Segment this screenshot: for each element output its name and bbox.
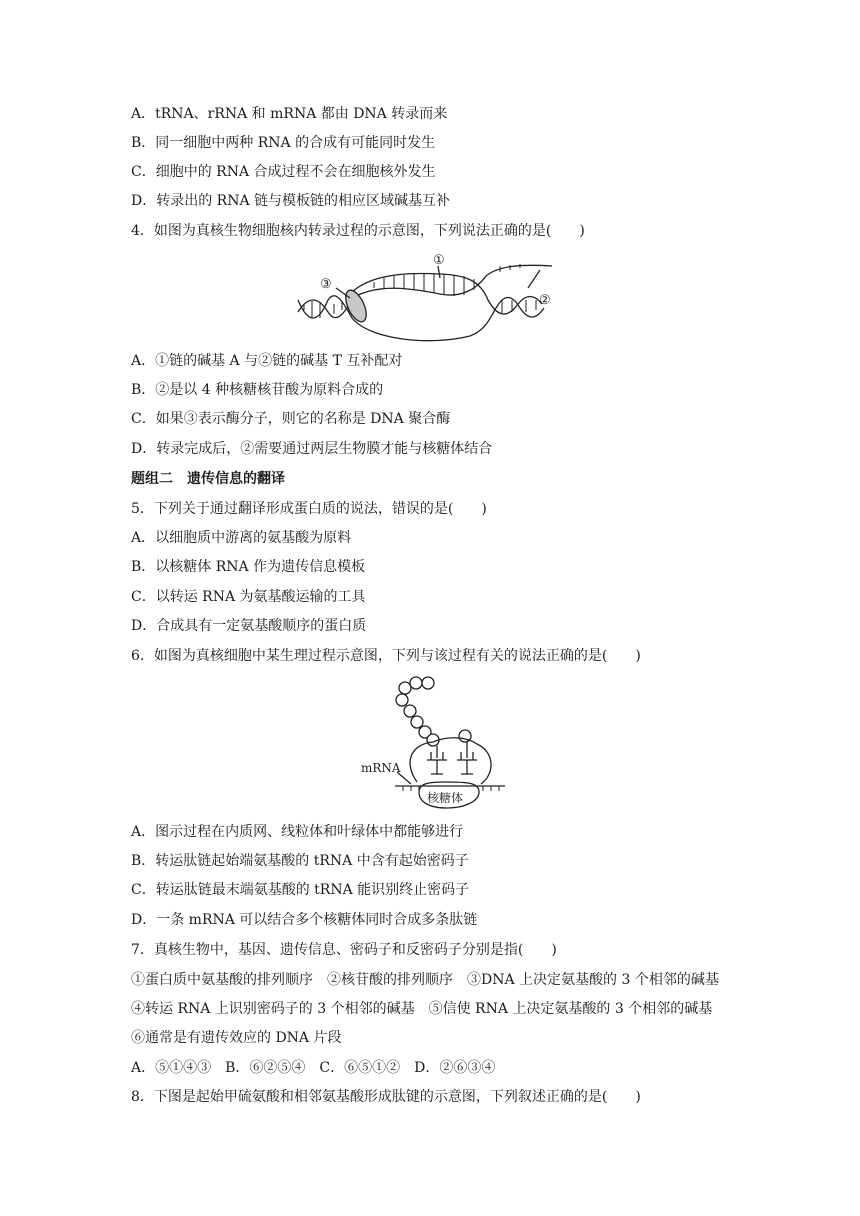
ribosome-large-subunit xyxy=(410,738,491,784)
transcription-diagram xyxy=(290,248,570,348)
dna-helix-left-strand-2 xyxy=(298,296,352,318)
mrna-label: mRNA xyxy=(361,761,401,775)
trna-2 xyxy=(457,742,477,774)
dna-upper-strand xyxy=(352,274,488,300)
q7-options: A．⑤①④③ B．⑥②⑤④ C．⑥⑤①② D．②⑥③④ xyxy=(131,1060,496,1076)
label-2-leader xyxy=(528,270,540,288)
q3-option-d: D．转录出的 RNA 链与模板链的相应区域碱基互补 xyxy=(131,193,451,209)
ribosome-label: 核糖体 xyxy=(427,791,464,805)
q3-option-c: C．细胞中的 RNA 合成过程不会在细胞核外发生 xyxy=(131,164,436,180)
q6-option-d: D．一条 mRNA 可以结合多个核糖体同时合成多条肽链 xyxy=(131,912,478,928)
q6-option-c: C．转运肽链最末端氨基酸的 tRNA 能识别终止密码子 xyxy=(131,882,470,898)
q4-option-b: B．②是以 4 种核糖核苷酸为原料合成的 xyxy=(131,382,384,398)
label-3: ③ xyxy=(320,277,332,292)
q3-option-b: B．同一细胞中两种 RNA 的合成有可能同时发生 xyxy=(131,135,436,151)
dna-helix-right-strand-1 xyxy=(488,297,542,315)
q7-body: ①蛋白质中氨基酸的排列顺序 ②核苷酸的排列顺序 ③DNA 上决定氨基酸的 3 个相邻的碱基 ④转运 RNA 上识别密码子的 3 个相邻的碱基 ⑤信使 RNA 上决定氨基酸的 3 个相邻的碱基 ⑥通常是有遗传效应的 DNA 片段 xyxy=(131,972,733,1046)
peptide-chain xyxy=(396,677,471,746)
section-heading: 题组二 遗传信息的翻译 xyxy=(131,471,285,487)
q4-option-c: C．如果③表示酶分子，则它的名称是 DNA 聚合酶 xyxy=(131,411,451,427)
q4-option-a: A．①链的碱基 A 与②链的碱基 T 互补配对 xyxy=(131,353,403,369)
trna-1 xyxy=(427,746,447,774)
q6-option-a: A．图示过程在内质网、线粒体和叶绿体中都能够进行 xyxy=(131,824,464,840)
enzyme-ellipse xyxy=(342,287,371,325)
q5-option-b: B．以核糖体 RNA 作为遗传信息模板 xyxy=(131,559,366,575)
dna-lower-strand xyxy=(352,308,496,341)
q5-stem: 5．下列关于通过翻译形成蛋白质的说法，错误的是( ) xyxy=(131,501,487,517)
q6-stem: 6．如图为真核细胞中某生理过程示意图，下列与该过程有关的说法正确的是( ) xyxy=(131,648,641,664)
q7-stem: 7．真核生物中，基因、遗传信息、密码子和反密码子分别是指( ) xyxy=(131,942,557,958)
label-1: ① xyxy=(433,253,445,268)
translation-diagram xyxy=(355,674,515,814)
q5-option-d: D．合成具有一定氨基酸顺序的蛋白质 xyxy=(131,618,367,634)
q8-stem: 8．下图是起始甲硫氨酸和相邻氨基酸形成肽键的示意图，下列叙述正确的是( ) xyxy=(131,1089,641,1105)
q4-stem: 4．如图为真核生物细胞核内转录过程的示意图，下列说法正确的是( ) xyxy=(131,223,585,239)
q5-option-c: C．以转运 RNA 为氨基酸运输的工具 xyxy=(131,589,366,605)
q6-option-b: B．转运肽链起始端氨基酸的 tRNA 中含有起始密码子 xyxy=(131,853,469,869)
q5-option-a: A．以细胞质中游离的氨基酸为原料 xyxy=(131,530,352,546)
q4-option-d: D．转录完成后，②需要通过两层生物膜才能与核糖体结合 xyxy=(131,441,493,457)
q3-option-a: A．tRNA、rRNA 和 mRNA 都由 DNA 转录而来 xyxy=(131,106,448,122)
label-2: ② xyxy=(539,293,551,308)
